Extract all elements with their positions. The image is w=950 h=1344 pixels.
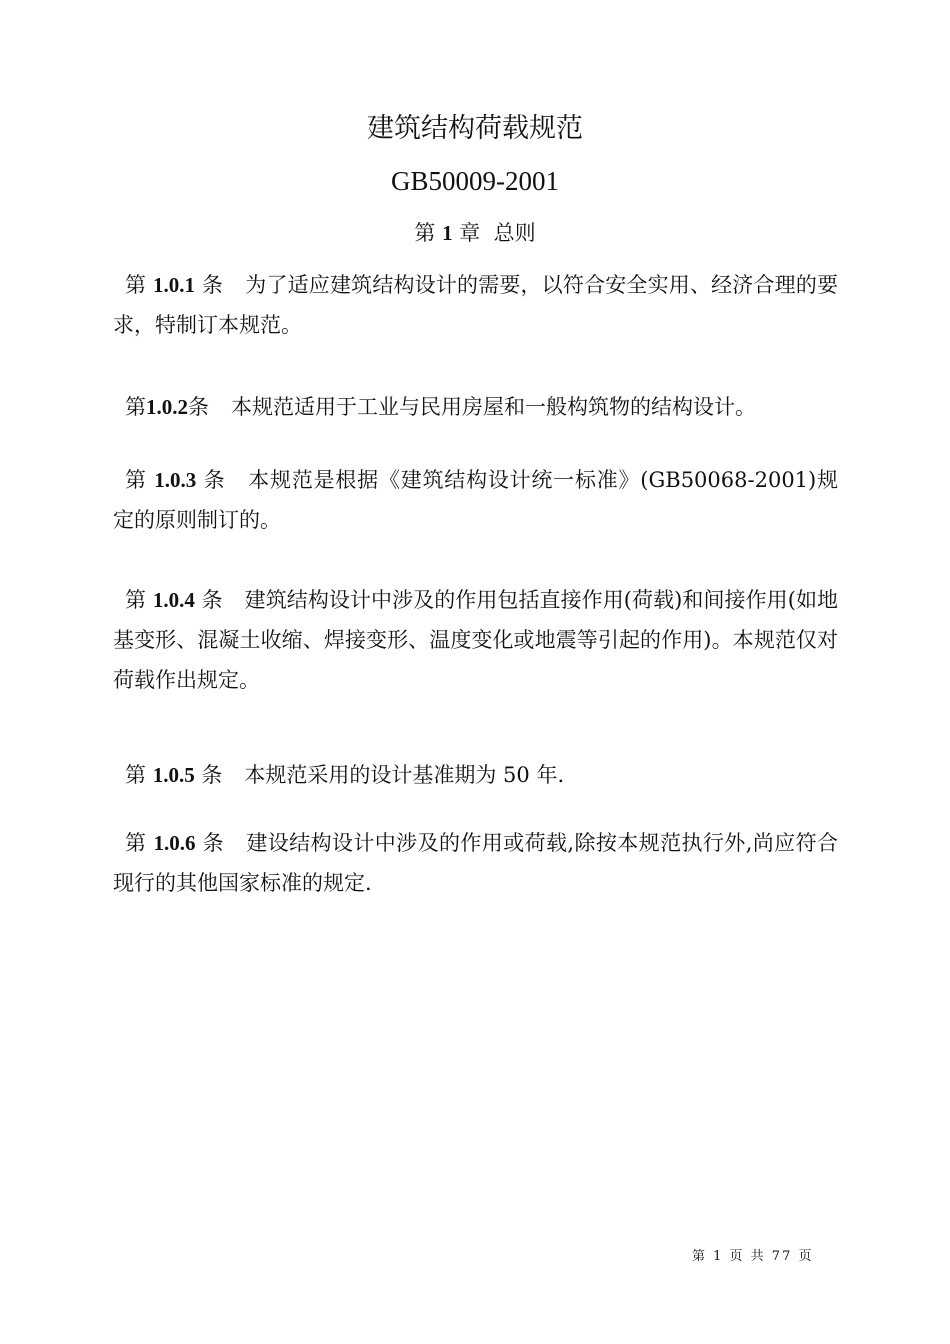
article-1-0-4 (113, 580, 838, 700)
chapter-number: 1 (442, 221, 453, 245)
article-number: 1.0.3 (154, 468, 197, 492)
standard-code: GB50009-2001 (391, 166, 559, 196)
article-1-0-6 (113, 823, 838, 903)
article-label (113, 273, 223, 297)
article-number: 1.0.5 (152, 763, 195, 787)
article-prefix: 第 (125, 763, 146, 787)
article-text: 建筑结构设计中涉及的作用包括直接作用(荷载)和间接作用(如地基变形、混凝土收缩、焊接变形、温度变化或地震等引起的作用)。本规范仅对荷载作出规定。 (113, 588, 839, 692)
article-text: 为了适应建筑结构设计的需要，以符合安全实用、经济合理的要求，特制订本规范。 (113, 273, 839, 337)
article-label (113, 395, 209, 419)
article-label (113, 468, 226, 492)
article-1-0-3 (113, 460, 838, 540)
article-suffix: 条 (201, 763, 223, 787)
article-suffix: 条 (188, 395, 209, 419)
article-1-0-1 (113, 265, 838, 345)
chapter-prefix: 第 (414, 221, 436, 245)
document-title: 建筑结构荷载规范 (367, 113, 583, 144)
article-prefix: 第 (125, 273, 147, 297)
article-1-0-2 (113, 387, 838, 427)
article-text: 本规范适用于工业与民用房屋和一般构筑物的结构设计。 (231, 395, 756, 419)
article-number: 1.0.6 (153, 831, 196, 855)
article-prefix: 第 (125, 468, 147, 492)
article-suffix: 条 (201, 588, 223, 612)
article-suffix: 条 (202, 831, 224, 855)
article-prefix: 第 (125, 395, 146, 419)
article-number: 1.0.4 (152, 588, 195, 612)
article-prefix: 第 (125, 588, 147, 612)
article-text: 本规范采用的设计基准期为 50 年. (244, 763, 565, 787)
article-text: 本规范是根据《建筑结构设计统一标准》(GB50068-2001)规定的原则制订的。 (113, 468, 839, 532)
article-suffix: 条 (203, 468, 226, 492)
page-number-footer: 第 1 页 共 77 页 (692, 1249, 814, 1264)
article-label (113, 588, 223, 612)
article-suffix: 条 (201, 273, 224, 297)
article-1-0-5 (113, 755, 838, 795)
chapter-heading (0, 218, 950, 248)
article-number: 1.0.1 (153, 273, 196, 297)
article-number: 1.0.2 (146, 395, 188, 419)
article-label (113, 831, 224, 855)
article-prefix: 第 (125, 831, 147, 855)
chapter-suffix: 章 (459, 221, 481, 245)
article-label (113, 763, 222, 787)
article-text: 建设结构设计中涉及的作用或荷载,除按本规范执行外,尚应符合现行的其他国家标准的规定. (113, 831, 838, 895)
chapter-name: 总则 (493, 221, 536, 245)
